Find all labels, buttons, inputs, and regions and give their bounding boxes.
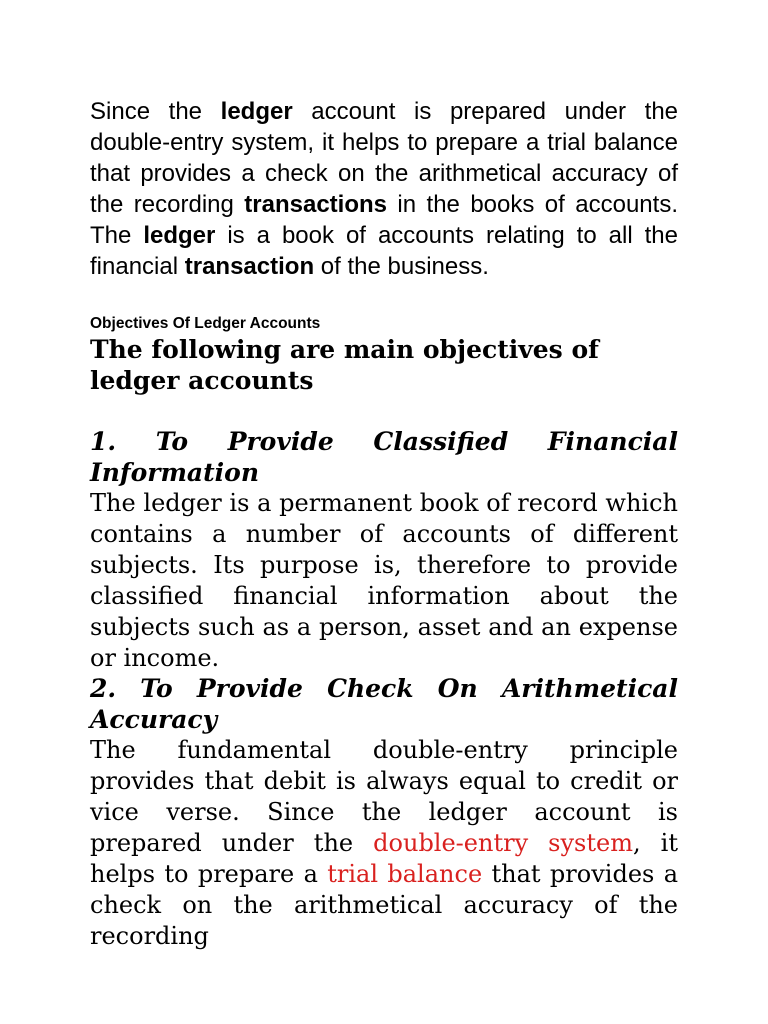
section-2-text-3: that provides a check on the arithmetical accuracy of the recording	[90, 860, 678, 950]
trial-balance-link[interactable]: trial balance	[327, 860, 483, 888]
section-1-heading: 1. To Provide Classified Financial Information	[90, 427, 678, 487]
intro-paragraph	[90, 96, 678, 282]
intro-text-5: of the business.	[314, 253, 489, 280]
double-entry-system-link[interactable]: double-entry system	[373, 829, 633, 857]
intro-bold-ledger-2: ledger	[143, 222, 216, 249]
intro-bold-transactions: transactions	[244, 191, 387, 218]
intro-bold-ledger: ledger	[220, 98, 293, 125]
intro-text-2: account is prepared under the double-entry system, it helps to prepare a trial balance that provides a check on the arithmetical accuracy of the recording	[90, 98, 679, 218]
intro-text-3: in the books of accounts. The	[90, 191, 678, 249]
section-2-text-2: , it helps to prepare a	[90, 829, 678, 888]
section-2-text-1: The fundamental double-entry principle provides that debit is always equal to credit or vice verse. Since the ledger account is prepared under the	[90, 736, 678, 857]
section-2-heading: 2. To Provide Check On Arithmetical Accuracy	[90, 674, 678, 734]
intro-text-1: Since the	[90, 98, 221, 125]
intro-bold-transaction: transaction	[184, 253, 315, 280]
intro-text-4: is a book of accounts relating to all the financial	[90, 222, 678, 280]
main-heading: The following are main objectives of ledger accounts	[90, 335, 599, 395]
section-2-body	[90, 735, 678, 952]
objectives-subheading: Objectives Of Ledger Accounts	[90, 315, 321, 332]
section-1-body: The ledger is a permanent book of record which contains a number of accounts of different subjects. Its purpose is, therefore to provide classified financial information about the subjects such as a person, asset and an expense or income.	[90, 489, 678, 672]
